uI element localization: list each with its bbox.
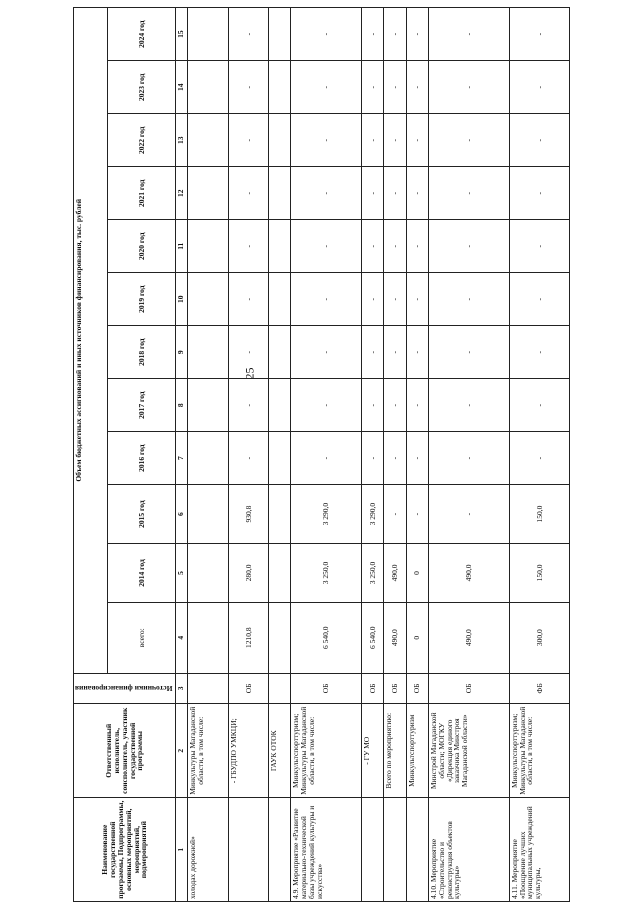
- row-year-value: -: [509, 326, 570, 379]
- table-row: [384, 8, 406, 902]
- row-year-value: -: [428, 432, 509, 485]
- column-number: 2: [176, 704, 188, 798]
- row-year-value: 150,0: [509, 544, 570, 603]
- row-program-name: холодах дорожной»: [188, 798, 228, 902]
- row-year-value: -: [291, 8, 362, 61]
- row-year-value: -: [509, 432, 570, 485]
- row-year-value: -: [428, 485, 509, 544]
- row-year-value: -: [428, 61, 509, 114]
- row-year-value: -: [406, 485, 428, 544]
- row-year-value: -: [406, 379, 428, 432]
- row-year-value: -: [509, 8, 570, 61]
- row-year-value: [269, 167, 291, 220]
- column-number: 12: [176, 167, 188, 220]
- row-year-value: -: [228, 220, 268, 273]
- row-year-value: -: [384, 379, 406, 432]
- row-year-value: -: [384, 167, 406, 220]
- row-year-value: -: [384, 61, 406, 114]
- column-number: 8: [176, 379, 188, 432]
- header-year: 2016 год: [108, 432, 176, 485]
- row-program-name: [384, 798, 406, 902]
- row-year-value: -: [509, 61, 570, 114]
- row-year-value: -: [384, 273, 406, 326]
- row-year-value: -: [509, 220, 570, 273]
- row-total: [188, 602, 228, 673]
- header-year: 2023 год: [108, 61, 176, 114]
- column-number: 5: [176, 544, 188, 603]
- row-year-value: -: [384, 8, 406, 61]
- row-year-value: -: [362, 326, 384, 379]
- row-total: 6 540,0: [362, 602, 384, 673]
- row-year-value: -: [228, 326, 268, 379]
- row-year-value: -: [384, 114, 406, 167]
- header-year: 2021 год: [108, 167, 176, 220]
- row-program-name: [269, 798, 291, 902]
- header-year: 2019 год: [108, 273, 176, 326]
- row-funding-source: [269, 673, 291, 704]
- row-total: 6 540,0: [291, 602, 362, 673]
- header-year: 2020 год: [108, 220, 176, 273]
- row-funding-source: ОБ: [362, 673, 384, 704]
- column-number: 11: [176, 220, 188, 273]
- row-year-value: [269, 273, 291, 326]
- table-row: [228, 8, 268, 902]
- row-funding-source: ОБ: [428, 673, 509, 704]
- header-year: 2018 год: [108, 326, 176, 379]
- row-year-value: 3 290,0: [362, 485, 384, 544]
- row-year-value: -: [362, 114, 384, 167]
- row-year-value: -: [228, 114, 268, 167]
- row-year-value: -: [509, 379, 570, 432]
- row-year-value: [269, 326, 291, 379]
- table-row: [428, 8, 509, 902]
- row-year-value: -: [406, 61, 428, 114]
- row-year-value: -: [291, 114, 362, 167]
- row-executor: Минстрой Магаданской области; МОГКУ «Дирекция единого заказчика Минстроя Магаданской области»: [428, 704, 509, 798]
- row-executor: Минкультспорттуризм: [406, 704, 428, 798]
- column-number: 13: [176, 114, 188, 167]
- row-year-value: [188, 544, 228, 603]
- table-body: [188, 8, 570, 902]
- row-year-value: -: [384, 220, 406, 273]
- header-year: 2024 год: [108, 8, 176, 61]
- row-year-value: [188, 432, 228, 485]
- row-year-value: -: [384, 485, 406, 544]
- row-year-value: -: [228, 273, 268, 326]
- row-year-value: [188, 273, 228, 326]
- row-total: 1210,8: [228, 602, 268, 673]
- row-total: [269, 602, 291, 673]
- row-year-value: -: [291, 167, 362, 220]
- row-year-value: 280,0: [228, 544, 268, 603]
- row-year-value: -: [362, 379, 384, 432]
- column-number: 14: [176, 61, 188, 114]
- row-year-value: -: [406, 8, 428, 61]
- table-row: [406, 8, 428, 902]
- row-executor: Минкультспорттуризм; Минкультуры Магаданской области, в том числе:: [291, 704, 362, 798]
- row-year-value: -: [406, 114, 428, 167]
- column-number: 3: [176, 673, 188, 704]
- table-row: [269, 8, 291, 902]
- row-year-value: -: [291, 326, 362, 379]
- row-executor: - ГБУДПО УМКЦИ;: [228, 704, 268, 798]
- row-year-value: [269, 8, 291, 61]
- row-year-value: 3 250,0: [362, 544, 384, 603]
- row-year-value: -: [428, 326, 509, 379]
- row-year-value: 490,0: [384, 544, 406, 603]
- row-funding-source: ОБ: [406, 673, 428, 704]
- row-year-value: [269, 220, 291, 273]
- row-year-value: 490,0: [428, 544, 509, 603]
- row-year-value: -: [428, 8, 509, 61]
- row-funding-source: ОБ: [291, 673, 362, 704]
- row-year-value: -: [291, 273, 362, 326]
- header-total: всего:: [108, 602, 176, 673]
- row-year-value: [269, 379, 291, 432]
- row-year-value: -: [428, 167, 509, 220]
- row-year-value: -: [362, 220, 384, 273]
- table-row: [362, 8, 384, 902]
- row-year-value: -: [291, 432, 362, 485]
- row-year-value: -: [509, 167, 570, 220]
- row-year-value: [269, 432, 291, 485]
- row-funding-source: [188, 673, 228, 704]
- row-executor: Всего по мероприятию:: [384, 704, 406, 798]
- row-year-value: -: [384, 432, 406, 485]
- table-row: [188, 8, 228, 902]
- row-year-value: -: [362, 167, 384, 220]
- financing-table: [73, 7, 570, 902]
- header-year: 2014 год: [108, 544, 176, 603]
- column-number: 4: [176, 602, 188, 673]
- row-year-value: -: [228, 379, 268, 432]
- row-year-value: 930,8: [228, 485, 268, 544]
- table-rotated-content: [73, 7, 558, 902]
- row-executor: Минкультспорттуризм; Минкультуры Магаданской области, в том числе:: [509, 704, 570, 798]
- row-year-value: -: [228, 432, 268, 485]
- row-year-value: -: [362, 273, 384, 326]
- row-year-value: 0: [406, 544, 428, 603]
- row-year-value: [188, 326, 228, 379]
- row-program-name: [228, 798, 268, 902]
- row-year-value: -: [406, 167, 428, 220]
- row-year-value: -: [406, 432, 428, 485]
- row-executor: Минкультуры Магаданской области, в том числе:: [188, 704, 228, 798]
- header-column-numbers-row: [176, 8, 188, 902]
- row-year-value: -: [509, 273, 570, 326]
- row-year-value: [188, 485, 228, 544]
- row-total: 490,0: [384, 602, 406, 673]
- row-year-value: -: [362, 61, 384, 114]
- row-year-value: 3 250,0: [291, 544, 362, 603]
- row-year-value: -: [406, 273, 428, 326]
- row-year-value: 150,0: [509, 485, 570, 544]
- header-year: 2017 год: [108, 379, 176, 432]
- row-year-value: [188, 8, 228, 61]
- header-name-of-program: Наименование государственной программы, Подпрограммы, основных мероприятий, мероприятий, подмероприятий: [74, 798, 176, 902]
- column-number: 15: [176, 8, 188, 61]
- row-program-name: 4.10. Мероприятие «Строительство и реконструкция объектов культуры»: [428, 798, 509, 902]
- row-funding-source: ОБ: [384, 673, 406, 704]
- row-year-value: -: [428, 273, 509, 326]
- header-executor: Ответственный исполнитель, соисполнитель, участник государственной программы: [74, 704, 176, 798]
- row-year-value: -: [406, 326, 428, 379]
- row-year-value: -: [291, 220, 362, 273]
- row-total: 490,0: [428, 602, 509, 673]
- row-year-value: [188, 167, 228, 220]
- row-year-value: -: [228, 8, 268, 61]
- row-year-value: -: [406, 220, 428, 273]
- column-number: 1: [176, 798, 188, 902]
- column-number: 9: [176, 326, 188, 379]
- page-number: 25: [242, 367, 257, 380]
- table-rotation-frame: [73, 7, 640, 899]
- row-program-name: [406, 798, 428, 902]
- row-year-value: [269, 485, 291, 544]
- row-year-value: -: [291, 61, 362, 114]
- row-year-value: [269, 61, 291, 114]
- row-year-value: [269, 114, 291, 167]
- header-year: 2022 год: [108, 114, 176, 167]
- row-year-value: -: [428, 379, 509, 432]
- row-program-name: [362, 798, 384, 902]
- header-budget-group: Объем бюджетных ассигнований и иных источников финансирования, тыс. рублей: [74, 8, 108, 674]
- table-row: [291, 8, 362, 902]
- row-year-value: [188, 114, 228, 167]
- row-year-value: [269, 544, 291, 603]
- row-year-value: -: [428, 220, 509, 273]
- column-number: 10: [176, 273, 188, 326]
- row-year-value: 3 290,0: [291, 485, 362, 544]
- column-number: 6: [176, 485, 188, 544]
- row-year-value: -: [228, 61, 268, 114]
- row-year-value: -: [428, 114, 509, 167]
- row-funding-source: ФБ: [509, 673, 570, 704]
- row-total: 0: [406, 602, 428, 673]
- row-year-value: -: [384, 326, 406, 379]
- row-year-value: -: [509, 114, 570, 167]
- table-row: [509, 8, 570, 902]
- header-year: 2015 год: [108, 485, 176, 544]
- row-year-value: -: [291, 379, 362, 432]
- row-total: 300,0: [509, 602, 570, 673]
- row-year-value: [188, 379, 228, 432]
- row-year-value: -: [362, 8, 384, 61]
- row-year-value: [188, 220, 228, 273]
- column-number: 7: [176, 432, 188, 485]
- row-year-value: [188, 61, 228, 114]
- header-funding-source: Источники финансирования: [74, 673, 176, 704]
- row-program-name: 4.11. Мероприятие «Поощрение лучших муниципальных учреждений культуры,: [509, 798, 570, 902]
- row-program-name: 4.9. Мероприятие «Развитие материально-технической базы учреждений культуры и искусства»: [291, 798, 362, 902]
- row-year-value: -: [362, 432, 384, 485]
- row-executor: ГАУК ОТОК: [269, 704, 291, 798]
- row-executor: - ГУ МО: [362, 704, 384, 798]
- row-year-value: -: [228, 167, 268, 220]
- row-funding-source: ОБ: [228, 673, 268, 704]
